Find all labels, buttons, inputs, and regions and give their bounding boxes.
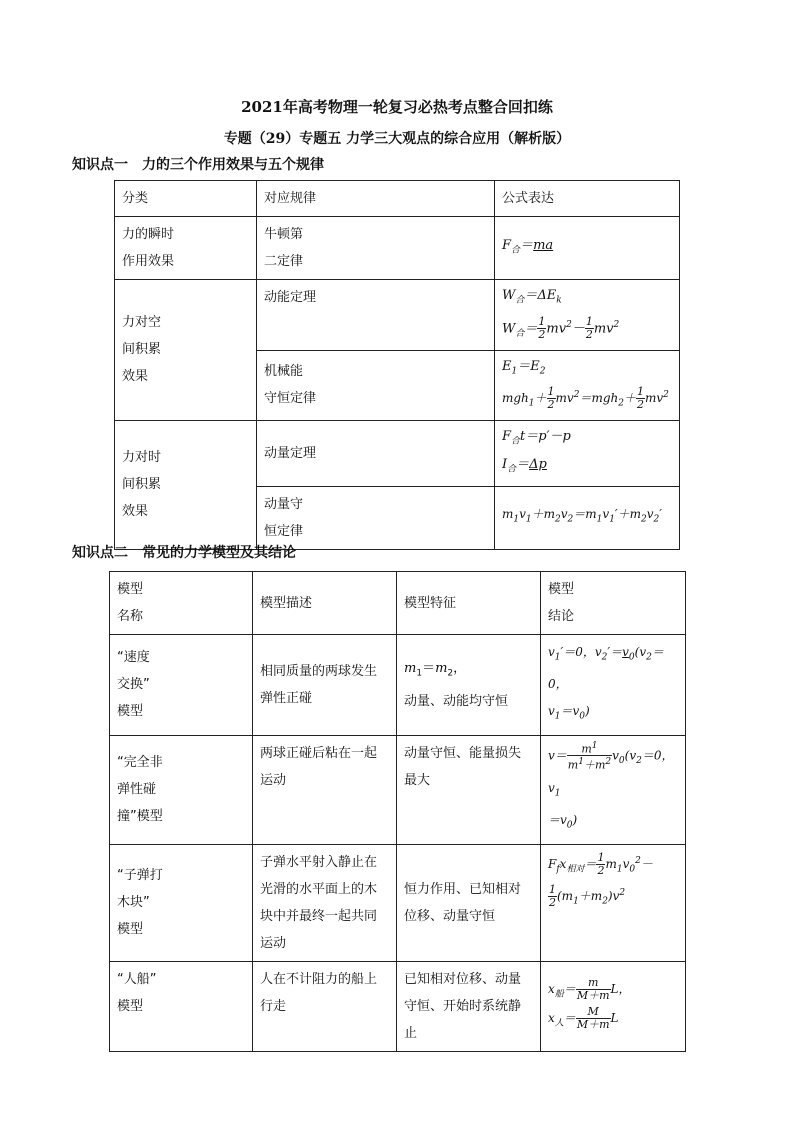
model-desc-cell: [253, 844, 397, 961]
table-row: [110, 735, 686, 844]
cell-line: 运动: [260, 935, 287, 951]
cell-line: “速度: [117, 650, 150, 666]
cell-line: 二定律: [264, 254, 304, 269]
laws-table: [114, 180, 680, 550]
formula: $=v_0$): [548, 813, 578, 831]
models-table: [109, 571, 686, 1052]
law-cell: [257, 486, 495, 549]
law-cell: [257, 217, 495, 280]
cell-line: 作用效果: [122, 254, 175, 269]
table-row: [110, 844, 686, 961]
cell-line: 恒力作用、已知相对: [404, 881, 522, 897]
header-cell: [541, 572, 686, 635]
cell-line: 恒定律: [264, 523, 304, 539]
cell-line: 模型: [117, 922, 144, 938]
cell-line: 弹性正碰: [260, 690, 313, 706]
category-cell: [115, 217, 257, 280]
formula-cell: [495, 350, 680, 420]
cell-line: 位移、动量守恒: [404, 908, 496, 924]
fraction: $\frac{1}{2}$: [549, 883, 556, 909]
formula-cell: [495, 280, 680, 351]
cell-line: 结论: [548, 609, 575, 624]
model-feature-cell: [397, 844, 541, 961]
formula: $x_人=$ $\frac{M}{M+m}$ L: [548, 1005, 619, 1032]
cell-line: 间积累: [122, 477, 162, 493]
page-title: 2021年高考物理一轮复习必热考点整合回扣练: [241, 98, 553, 116]
formula: $F_fx_{相对}=$ $\frac{1}{2}$ $m_1v_0^2-$: [548, 850, 653, 877]
model-desc-cell: [253, 961, 397, 1051]
formula: $E_1=E_2$: [502, 358, 546, 377]
cell-line: “人船”: [117, 971, 157, 987]
table-row: [110, 635, 686, 736]
law-cell: [257, 350, 495, 420]
formula: $v_1'=0$，$v_2'=v_0(v_2=0$，: [548, 645, 664, 692]
header-cell: 分类: [115, 181, 257, 217]
formula: $m_1v_1+m_2v_2=m_1v_1'+m_2v_2'$: [502, 507, 663, 525]
cell-line: 效果: [122, 369, 149, 385]
table-header-row: [110, 572, 686, 635]
cell-line: 力对空: [122, 315, 162, 331]
model-feature-cell: [397, 635, 541, 736]
model-desc-cell: [253, 635, 397, 736]
table-row: [115, 280, 680, 351]
cell-line: 动量守恒、能量损失: [404, 745, 522, 761]
table-row: [115, 217, 680, 280]
cell-line: 动能定理: [264, 290, 317, 305]
formula: $F_合t=p'-p$: [502, 428, 571, 447]
header-cell: 模型描述: [253, 572, 397, 635]
cell-line: 动量定理: [264, 445, 317, 461]
cell-line: 力的瞬时: [122, 227, 175, 242]
fraction: $\frac{M}{M+m}$: [576, 1005, 610, 1032]
model-name-cell: [110, 735, 253, 844]
formula: v＝ $\frac{m^1}{m^1+m^2}$ $v_0(v_2=0$，$v_1$: [548, 740, 674, 799]
cell-line: 块中并最终一起共同: [260, 908, 378, 924]
model-desc-cell: [253, 735, 397, 844]
formula: $I_合=\Delta p$: [502, 457, 547, 475]
cell-line: 已知相对位移、动量: [404, 971, 522, 987]
header-cell: [110, 572, 253, 635]
table-row: [110, 961, 686, 1051]
cell-line: 行走: [260, 998, 287, 1014]
model-name-cell: [110, 635, 253, 736]
formula: mgh$_1$＋ $\frac{1}{2}$ $mv^2=mgh_2+$ $\frac{1}{2}$ $mv^2$: [502, 385, 669, 412]
model-conclusion-cell: [541, 735, 686, 844]
fraction: $\frac{1}{2}$: [538, 314, 546, 341]
law-cell: [257, 280, 495, 351]
model-conclusion-cell: [541, 961, 686, 1051]
header-cell: 模型特征: [397, 572, 541, 635]
cell-line: 模型: [117, 998, 144, 1014]
cell-line: 动量守: [264, 496, 304, 512]
fraction: $\frac{m}{M+m}$: [576, 975, 610, 1002]
header-cell: 对应规律: [257, 181, 495, 217]
formula: $\frac{1}{2}$ $(m_1+m_2)v^2$: [549, 883, 626, 909]
cell-line: 交换”: [117, 677, 150, 693]
model-feature-cell: [397, 961, 541, 1051]
formula-cell: [495, 486, 680, 549]
cell-line: 止: [404, 1025, 418, 1041]
cell-line: 名称: [117, 609, 144, 624]
fraction: $\frac{1}{2}$: [637, 385, 644, 412]
cell-line: 人在不计阻力的船上: [260, 971, 378, 987]
category-cell: [115, 420, 257, 549]
cell-line: 最大: [404, 772, 431, 788]
cell-line: 牛顿第: [264, 227, 304, 242]
formula: $W_合=$ $\frac{1}{2}$ $mv^2-$ $\frac{1}{2}$ $mv^2$: [502, 314, 620, 341]
cell-line: 光滑的水平面上的木: [260, 881, 378, 897]
cell-line: 撞”模型: [117, 809, 163, 825]
cell-line: “完全非: [117, 755, 163, 771]
formula-cell: [495, 420, 680, 486]
formula: $x_船=$ $\frac{m}{M+m}$ L，: [548, 975, 631, 1002]
law-cell: [257, 420, 495, 486]
model-name-cell: [110, 844, 253, 961]
formula: $W_合=\Delta E_k$: [502, 288, 562, 306]
cell-line: 模型: [548, 582, 575, 597]
cell-line: 机械能: [264, 364, 304, 379]
model-conclusion-cell: [541, 844, 686, 961]
model-feature-cell: [397, 735, 541, 844]
cell-line: 动量、动能均守恒: [404, 693, 509, 709]
table-row: [115, 420, 680, 486]
model-conclusion-cell: [541, 635, 686, 736]
cell-line: 两球正碰后粘在一起: [260, 745, 378, 761]
formula: $F_合=ma$: [502, 237, 554, 256]
cell-line: 运动: [260, 772, 287, 788]
header-cell: 公式表达: [495, 181, 680, 217]
cell-line: $m_1=m_2$，: [404, 661, 467, 679]
cell-line: 子弹水平射入静止在: [260, 854, 378, 870]
fraction: $\frac{m^1}{m^1+m^2}$: [567, 740, 612, 773]
cell-line: 模型: [117, 582, 144, 597]
formula-cell: [495, 217, 680, 280]
page-subtitle: 专题（29）专题五 力学三大观点的综合应用（解析版）: [223, 131, 571, 147]
cell-line: 力对时: [122, 450, 162, 466]
section1-heading: 知识点一 力的三个作用效果与五个规律: [72, 157, 324, 173]
cell-line: “子弹打: [117, 868, 163, 884]
cell-line: 相同质量的两球发生: [260, 663, 378, 679]
cell-line: 木块”: [117, 895, 150, 911]
category-cell: [115, 280, 257, 421]
cell-line: 守恒定律: [264, 391, 317, 406]
fraction: $\frac{1}{2}$: [597, 850, 605, 877]
cell-line: 弹性碰: [117, 782, 157, 798]
formula: $v_1=v_0$): [548, 704, 590, 722]
table-header-row: [115, 181, 680, 217]
fraction: $\frac{1}{2}$: [585, 314, 593, 341]
section2-heading: 知识点二 常见的力学模型及其结论: [72, 545, 296, 561]
cell-line: 间积累: [122, 342, 162, 358]
model-name-cell: [110, 961, 253, 1051]
fraction: $\frac{1}{2}$: [547, 385, 555, 412]
cell-line: 守恒、开始时系统静: [404, 998, 522, 1014]
cell-line: 模型: [117, 704, 144, 720]
cell-line: 效果: [122, 504, 149, 520]
